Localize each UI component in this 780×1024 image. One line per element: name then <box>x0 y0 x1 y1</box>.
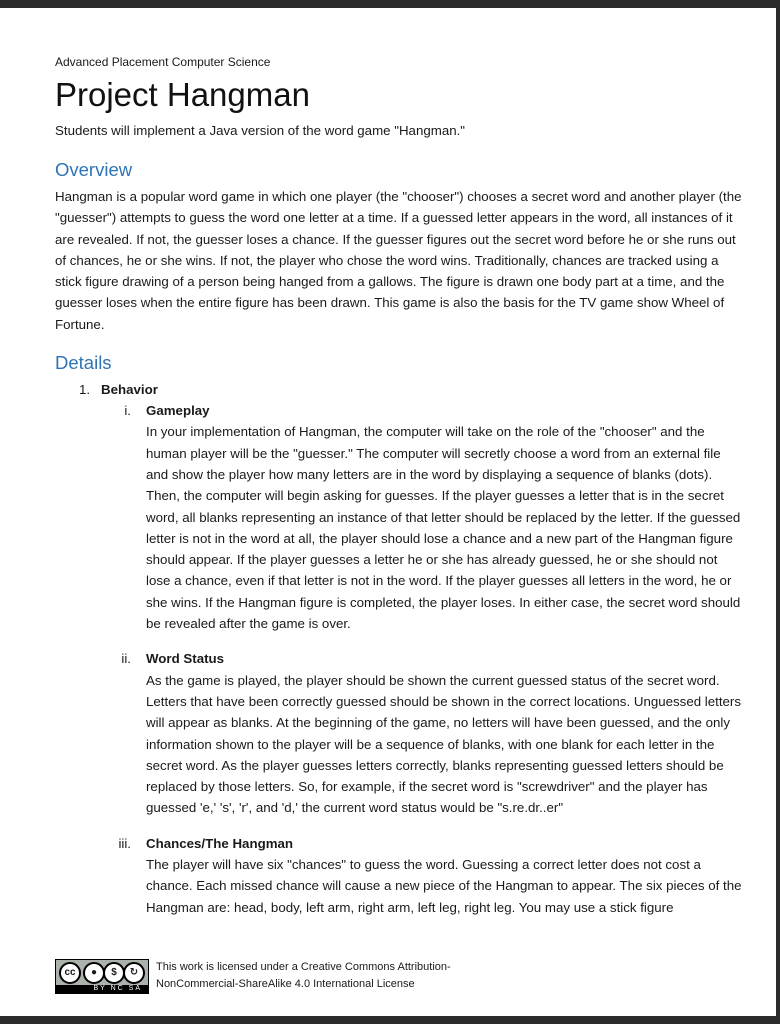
subitem-chances <box>118 833 745 918</box>
license-text <box>156 959 451 993</box>
details-heading: Details <box>55 352 112 374</box>
subitem-title: Gameplay <box>146 403 210 419</box>
document-content <box>55 54 745 918</box>
license-footer <box>55 959 451 994</box>
list-item-behavior <box>79 379 745 400</box>
attribution-icon: ● <box>83 962 105 984</box>
list-number: 1. <box>79 382 91 398</box>
license-line-2[interactable]: NonCommercial-ShareAlike 4.0 International License <box>156 978 415 990</box>
creative-commons-badge[interactable] <box>55 959 149 994</box>
subitem-text: The player will have six "chances" to guess the word. Guessing a correct letter does not cost a chance. Each missed chance will cause a new piece of the Hangman to appear. The six pieces of the Hangman are: head, body, left arm, right arm, left leg, right leg. You may use a stick figure <box>146 857 742 915</box>
subitem-word-status <box>121 648 745 818</box>
subitem-number: i. <box>124 403 131 419</box>
license-line-1[interactable]: This work is licensed under a Creative Commons Attribution- <box>156 961 451 973</box>
cc-icon: cc <box>59 962 81 984</box>
subitem-title: Word Status <box>146 651 225 667</box>
page-tagline: Students will implement a Java version of the word game "Hangman." <box>55 123 466 138</box>
subitem-number: iii. <box>118 835 131 851</box>
sharealike-icon: ↻ <box>123 962 145 984</box>
subitem-gameplay <box>124 400 745 634</box>
noncommercial-icon: $ <box>103 962 125 984</box>
overview-paragraph: Hangman is a popular word game in which one player (the "chooser") chooses a secret word and another player (the "guesser") attempts to guess the word one letter at a time. If a guessed letter appears in the word, all instances of it are revealed. If not, the guesser loses a chance. If the guesser figures out the secret word before he or she runs out of chances, he or she wins. If not, the player who chose the word wins. Traditionally, chances are tracked using a stick figure drawing of a person being hanged from a gallows. The figure is drawn one body part at a time, and the guesser loses when the entire figure has been drawn. This game is also the basis for the TV game show Wheel of Fortune. <box>55 189 742 332</box>
list-item-title: Behavior <box>101 382 158 398</box>
overview-heading: Overview <box>55 159 133 180</box>
document-page <box>0 8 776 1016</box>
subitem-text: In your implementation of Hangman, the computer will take on the role of the "chooser" and the human player will be the "guesser." The computer will secretly choose a word from an external file and show the player how many letters are in the word by displaying a sequence of blanks (dots). Then, the computer will begin asking for guesses. If the player guesses a letter that is in the secret word, all blanks representing an instance of that letter should be replaced by the letter. If the guessed letter is not in the word at all, the player should lose a chance and a new part of the Hangman figure should appear. If the player guesses a letter he or she has already guessed, he or she should not lose a chance, even if that letter is not in the word. If the player guesses all letters in the word, he or she wins. If the Hangman figure is completed, the player loses. In either case, the secret word should be revealed after the game is over. <box>146 424 741 632</box>
page-title: Project Hangman <box>55 76 310 113</box>
course-subject: Advanced Placement Computer Science <box>55 55 271 69</box>
subitem-number: ii. <box>121 651 131 667</box>
badge-label: BY NC SA <box>56 985 148 993</box>
subitem-text: As the game is played, the player should be shown the current guessed status of the secret word. Letters that have been correctly guessed should be shown in the correct locations. Unguessed letters will appear as blanks. At the beginning of the game, no letters will have been guessed, and the only information shown to the player will be a sequence of blanks, with one blank for each letter in the secret word. As the player guesses letters correctly, blanks representing guessed letters should be replaced by those letters. So, for example, if the secret word is "screwdriver" and the player has guessed 'e,' 's', 'r', and 'd,' the current word status would be "s.re.dr..er" <box>146 672 742 816</box>
subitem-title: Chances/The Hangman <box>146 835 294 851</box>
